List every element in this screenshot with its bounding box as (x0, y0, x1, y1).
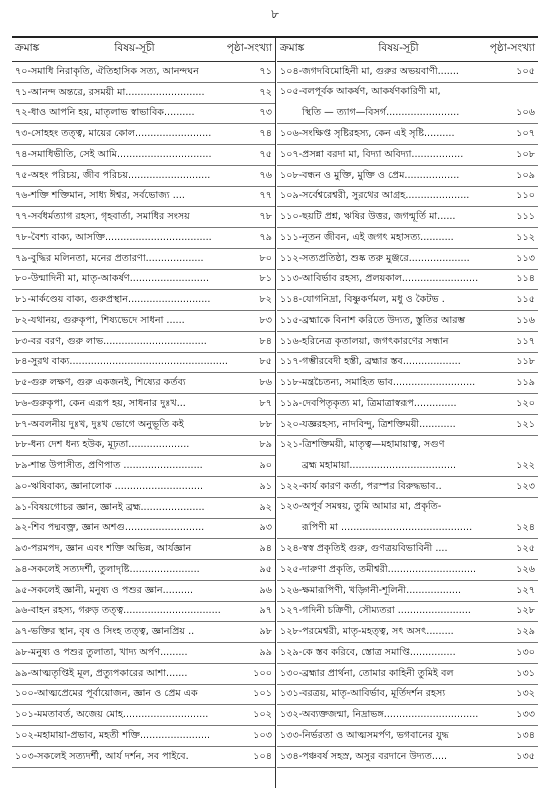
toc-entry (277, 311, 538, 332)
toc-entry (277, 62, 538, 83)
toc-entry (12, 145, 275, 166)
toc-entry (277, 290, 538, 311)
toc-entry (12, 539, 275, 560)
toc-entry (277, 353, 538, 374)
entry-title: ৮২-যথানয়, গুরুকৃপা, শিষ্যভেদে সাধনা ...... (15, 314, 185, 326)
entry-page-number: ১৩২ (516, 688, 535, 700)
toc-entry (12, 207, 275, 228)
toc-entry (12, 560, 275, 581)
toc-entry (12, 602, 275, 623)
entry-title-continuation: স্থিতি — ত্যাগ—বিসর্গ........................ (302, 107, 460, 119)
toc-entry (277, 747, 538, 768)
entry-page-number: ১০৩ (253, 729, 272, 741)
toc-entry (277, 249, 538, 270)
entry-page-number: ১২৭ (516, 584, 535, 596)
entry-page-number: ৭৬ (259, 169, 272, 181)
entry-title: ১১৬-হরিনেত্র কৃতালয়া, জগৎকারণের সন্ধান (280, 335, 449, 347)
toc-entry (12, 166, 275, 187)
entry-page-number: ১০৬ (516, 107, 535, 119)
entry-page-number: ৮৮ (259, 418, 272, 430)
entry-page-number: ৭১ (259, 65, 272, 77)
entry-title: ৯৮-মনুষ্য ও পশুর তুলাতা, খাদ্য অর্পণ......... (15, 646, 188, 658)
toc-entry (12, 456, 275, 477)
subject-header: বিষয়-সূচী (378, 42, 419, 54)
entry-title: ৯৫-সকলেই জ্ঞানী, মনুষ্য ও পশুর জ্ঞান.......... (15, 584, 194, 596)
entry-page-number: ১২১ (516, 418, 535, 430)
entry-page-number: ৮৯ (259, 439, 272, 451)
entry-title: ১২০-যজ্ঞরহস্য, নাদবিন্দু, ত্রিশক্তিময়ী............ (280, 418, 456, 430)
entry-page-number: ১০২ (253, 709, 272, 720)
entry-title: ১১৭-গম্ভীরবেদী হস্তী, ব্রহ্মার স্তব................... (280, 356, 461, 368)
toc-entry (12, 124, 275, 145)
entry-page-number: ৯৩ (259, 522, 272, 534)
left-entries (12, 62, 275, 768)
entry-page-number: ১০৪ (253, 750, 272, 762)
toc-entry (12, 394, 275, 415)
entry-title-line: ১০৫-বলপূর্বক আকর্ষণ, আকর্ষণকারিণী মা, (280, 85, 441, 97)
entry-title: ১১৮-মন্ত্রচৈতন্য, সমাহিত ভাব........................... (280, 377, 476, 388)
entry-title (280, 83, 499, 122)
entry-title: ১৩২-অব্যক্তজন্মা, নিদ্রাভঙ্গ............................... (280, 709, 479, 720)
entry-page-number: ৮২ (259, 294, 272, 305)
entry-title: ৭০-সমাধি নিরাকৃতি, ঐতিহাসিক সত্য, আনন্দঘন (15, 65, 199, 77)
entry-title: ১৩৪-পঞ্চবর্ষ সহস্র, অসুর বরদানে উদ্যত..... (280, 750, 448, 762)
entry-title: ১৩১-বরত্রয়, মাতৃ-আবির্ভাব, মূর্তিদর্শন রহস্য (280, 688, 446, 700)
entry-title: ৮১-মার্কণ্ডেয় বাক্য, গুরুপ্রস্থান........................... (15, 294, 211, 305)
entry-page-number: ১৩১ (516, 667, 535, 679)
entry-page-number: ১২৩ (516, 480, 535, 492)
entry-page-number: ১১২ (516, 231, 535, 243)
entry-page-number: ১০৯ (516, 169, 535, 181)
entry-title-line: ১২৩-অপূর্ব সমন্বয়, তুমি আমার মা, প্রকৃতি- (280, 500, 442, 512)
entry-title: ৭১-আনন্দ অন্তরে, রসময়ী মা.......................... (15, 86, 205, 98)
entry-title: ৭৭-সর্বধর্মত্যাগ রহস্য, গৃহবার্তা, সমাধির সংসয় (15, 211, 190, 222)
entry-title: ৯৯-আত্মতৃপ্তিই মূল, প্রত্যুপকারের আশা....... (15, 667, 188, 679)
entry-page-number: ৮৫ (259, 356, 272, 368)
toc-entry (277, 539, 538, 560)
entry-title: ৮৫-গুরু লক্ষণ, গুরু একজনই, শিষ্যের কর্তব্য (15, 377, 186, 388)
entry-title: ১২৬-ক্ষমারূপিণী, খড়্গিনী-শূলিনী.................. (280, 584, 462, 596)
entry-page-number: ৯৫ (259, 563, 272, 575)
toc-entry (277, 602, 538, 623)
left-column (12, 38, 275, 768)
entry-title: ৭৬-শক্তি শক্তিমান, সাধ্য ঈশ্বর, সর্বভোজ্য .... (15, 190, 185, 202)
entry-title: ১২৭-গদিনী চক্রিণী, সৌম্যতরা ........................ (280, 605, 471, 617)
entry-page-number: ৯২ (259, 501, 272, 513)
entry-title (280, 498, 499, 537)
entry-title: ৭৫-অহং পরিচয়, জীব পরিচয়........................... (15, 169, 211, 181)
entry-page-number: ৭৮ (259, 211, 272, 222)
toc-entry (12, 290, 275, 311)
entry-title: ১১০-ছয়টি প্রশ্ন, ঋষির উত্তর, জগন্মূর্তি মা...... (280, 211, 456, 222)
entry-page-number: ১২৫ (516, 543, 535, 554)
toc-entry (12, 353, 275, 374)
toc-entry (277, 394, 538, 415)
toc-entry (277, 373, 538, 394)
entry-title: ৯৭-ভক্তির স্থান, বৃষ ও সিংহ তত্ত্ব, জ্ঞানপ্রিয় .. (15, 626, 195, 637)
toc-entry (12, 622, 275, 643)
toc-entry (12, 581, 275, 602)
entry-title: ১১১-নূতন জীবন, এই জগৎ মহাসত্য........... (280, 231, 454, 243)
toc-entry (277, 83, 538, 125)
serial-header: ক্রমাঙ্ক (15, 42, 40, 54)
entry-title: ১০০-আত্মপ্রেমের পূর্বায়োজন, জ্ঞান ও প্রেম এক (15, 688, 198, 700)
toc-entry (12, 705, 275, 726)
contents-table (12, 36, 538, 788)
toc-entry (12, 249, 275, 270)
toc-entry (12, 498, 275, 519)
entry-page-number: ৭৭ (259, 190, 272, 202)
toc-entry (277, 560, 538, 581)
entry-page-number: ৯৭ (259, 605, 272, 617)
entry-page-number: ৯৪ (259, 543, 272, 554)
entry-page-number: ১১০ (516, 190, 535, 202)
entry-page-number: ৯৯ (259, 646, 272, 658)
toc-entry (12, 104, 275, 125)
toc-entry (12, 664, 275, 685)
page-number: ৮ (271, 7, 279, 21)
entry-page-number: ৭৪ (259, 128, 272, 139)
entry-title: ১০৯-সর্বেশ্বরেশ্বরী, সুরথের আগ্রহ..................... (280, 190, 470, 202)
entry-title: ৮০-উন্মাদিনী মা, মাতৃ-আকর্ষণ.......................... (15, 273, 210, 285)
toc-entry (277, 270, 538, 291)
toc-entry (277, 207, 538, 228)
entry-title: ১১৩-আবির্ভাব রহস্য, প্রলয়কাল......................... (280, 273, 479, 285)
entry-title: ১২৯-কে স্তব করিবে, স্তোত্র সমাপ্তি............... (280, 646, 456, 658)
entry-title: ১০৬-সংক্ষিপ্ত সৃষ্টিরহস্য, কেন এই সৃষ্টি.......... (280, 128, 455, 139)
entry-page-number: ৮৩ (259, 314, 272, 326)
entry-page-number: ৭৯ (259, 231, 272, 243)
entry-page-number: ১২২ (516, 460, 535, 471)
toc-entry (12, 187, 275, 208)
toc-entry (277, 622, 538, 643)
entry-title: ১২২-কার্য কারণ কর্তা, পরস্পর বিরুদ্ধভাব.. (280, 480, 442, 492)
right-entries (277, 62, 538, 768)
toc-entry (277, 124, 538, 145)
entry-page-number: ১১৮ (516, 356, 535, 368)
toc-entry (277, 332, 538, 353)
entry-title: ৭৮-বৈশ্য বাক্য, আসক্তি................................... (15, 231, 212, 243)
entry-title: ১১৫-ব্রহ্মাকে বিনাশ করিতে উদ্যত, স্তুতির আরম্ভ (280, 314, 466, 326)
entry-title: ১২৪-স্বস্ব প্রকৃতিই গুরু, গুণত্রয়বিভাবিনী .... (280, 543, 448, 554)
entry-page-number: ৮০ (259, 252, 272, 264)
toc-entry (12, 270, 275, 291)
toc-entry (12, 519, 275, 540)
entry-title: ৮৮-ধন্য দেশ ধন্য হউক, মূঢ়তা.................... (15, 439, 190, 451)
toc-entry (12, 643, 275, 664)
entry-page-number: ১৩০ (516, 646, 535, 658)
toc-entry (12, 436, 275, 457)
entry-title-line: ১২১-ত্রিশক্তিময়ী, মাতৃত্ব—মহামায়াত্ব, সগুণ (280, 438, 445, 450)
entry-title: ১০৩-সকলেই সত্যদর্শী, আর্য দর্শন, সব পাইবে. (15, 750, 189, 762)
entry-title: ১২৮-পরমেশ্বরী, মাতৃ-মহত্ত্ব, সৎ অসৎ......... (280, 626, 454, 637)
toc-entry (277, 477, 538, 498)
entry-title: ১২৫-দারুণা প্রকৃতি, তমীশ্বরী............................. (280, 563, 477, 575)
entry-title: ৮৩-বর বরণ, গুরু লাভ.................................. (15, 335, 207, 347)
entry-title-continuation: ব্রহ্ম মহামায়া................................... (302, 460, 457, 471)
toc-entry (277, 228, 538, 249)
entry-page-number: ৮৭ (259, 397, 272, 409)
entry-page-number: ১২৪ (516, 522, 535, 534)
entry-title: ১০২-মহামায়া-প্রভাব, মহতী শক্তি....................... (15, 729, 211, 741)
toc-entry (12, 747, 275, 768)
entry-title: ১৩০-ব্রহ্মার প্রার্থনা, তোমার কাহিনী তুমিই বল (280, 667, 454, 679)
entry-page-number: ৯১ (259, 480, 272, 492)
toc-entry (12, 726, 275, 747)
entry-title: ৭৪-সমাধিভীতি, সেই আমি............................... (15, 148, 212, 160)
entry-title: ৭৩-সোহহং তত্ত্ব, মায়ের কোল......................... (15, 128, 212, 139)
entry-title: ৮৯-শান্ত উপাসীত, প্রণিপাত .......................... (15, 460, 203, 471)
entry-page-number: ১১৭ (516, 335, 535, 347)
entry-page-number: ১০৭ (516, 128, 535, 139)
entry-title: ৯৪-সকলেই সত্যদর্শী, তুলাদৃষ্টি....................... (15, 563, 200, 575)
entry-page-number: ১৩৪ (516, 729, 535, 741)
entry-title: ৮৪-সুরথ বাক্য.................................................... (15, 356, 228, 368)
entry-page-number: ১১৪ (516, 273, 535, 285)
toc-entry (277, 436, 538, 478)
toc-entry (12, 685, 275, 706)
serial-header: ক্রমাঙ্ক (280, 42, 305, 54)
toc-entry (12, 311, 275, 332)
toc-entry (277, 726, 538, 747)
entry-page-number: ১২৯ (516, 626, 535, 637)
toc-entry (12, 228, 275, 249)
entry-page-number: ১০৫ (516, 65, 535, 77)
toc-entry (12, 62, 275, 83)
entry-page-number: ৮৬ (259, 377, 272, 388)
entry-title: ৯০-ঋষিবাক্য, জ্ঞানালোক ............................. (15, 480, 204, 492)
entry-title (280, 436, 499, 475)
entry-page-number: ১০১ (253, 688, 272, 700)
entry-page-number: ১২৬ (516, 563, 535, 575)
entry-page-number: ৮১ (259, 273, 272, 285)
entry-page-number: ১১৯ (516, 377, 535, 388)
entry-title: ১১৯-দেবপিতৃকৃত্য মা, ত্রিমাত্রাস্বরূপ.............. (280, 397, 457, 409)
toc-entry (12, 415, 275, 436)
toc-entry (277, 498, 538, 540)
toc-entry (277, 581, 538, 602)
column-divider (275, 38, 276, 788)
entry-title: ৭৯-বুদ্ধির মলিনতা, মনের প্রতারণা................... (15, 252, 204, 264)
page-header: পৃষ্ঠা-সংখ্যা (489, 42, 535, 54)
entry-title: ১৩৩-নির্ভরতা ও আত্মসমর্পণ, ভগবানের যুদ্ধ (280, 729, 449, 741)
toc-entry (277, 664, 538, 685)
entry-title: ৯২-শিব পদ্মবক্ত্র, জ্ঞান অশগু.......................... (15, 522, 205, 534)
right-column-header (277, 38, 538, 62)
entry-title: ১০৭-প্রসন্না বরদা মা, বিদ্যা অবিদ্যা................. (280, 148, 464, 160)
entry-title: ৯৩-পরমপদ, জ্ঞান এবং শক্তি অভিন্ন, আর্যজ্ঞান (15, 543, 192, 554)
page-header: পৃষ্ঠা-সংখ্যা (226, 42, 272, 54)
entry-title: ১০৮-বন্ধন ও মুক্তি, মুক্তি ও প্রেম.................. (280, 169, 460, 181)
entry-page-number: ১১৫ (516, 294, 535, 305)
entry-page-number: ৯৮ (259, 626, 272, 637)
entry-title: ১০১-মমতাবর্ত, অজেয় মোহ............................ (15, 709, 209, 720)
entry-page-number: ১১৩ (516, 252, 535, 264)
toc-entry (12, 373, 275, 394)
entry-title: ১০৪-জগদবিমোহিনী মা, গুরুর অভয়বাণী....... (280, 65, 459, 77)
entry-page-number: ১০০ (253, 667, 272, 679)
toc-entry (277, 166, 538, 187)
entry-page-number: ৭২ (259, 86, 272, 98)
entry-page-number: ৭৩ (259, 107, 272, 119)
toc-entry (277, 705, 538, 726)
entry-title: ৯১-বিষয়গোচর জ্ঞান, জ্ঞানই ব্রহ্ম..................... (15, 501, 205, 513)
entry-title: ৯৬-বাহন রহস্য, গরুড় তত্ত্ব................................ (15, 605, 221, 617)
toc-entry (12, 477, 275, 498)
entry-page-number: ১১১ (516, 211, 535, 222)
entry-page-number: ৮৪ (259, 335, 272, 347)
entry-title: ৮৭-অবলনীয় দুঃখ, দুঃখ ভোগে অনুভূতি কই (15, 418, 184, 430)
toc-entry (277, 187, 538, 208)
toc-entry (277, 415, 538, 436)
right-column (277, 38, 538, 768)
entry-page-number: ১১৬ (516, 314, 535, 326)
entry-page-number: ৭৫ (259, 148, 272, 160)
entry-page-number: ১০৮ (516, 148, 535, 160)
entry-page-number: ১২০ (516, 397, 535, 409)
entry-page-number: ১৩৩ (516, 709, 535, 720)
entry-page-number: ৯৬ (259, 584, 272, 596)
subject-header: বিষয়-সূচী (114, 42, 155, 54)
entry-page-number: ১৩৫ (516, 750, 535, 762)
toc-entry (12, 83, 275, 104)
toc-entry (277, 145, 538, 166)
entry-title: ৭২-ধাও আপনি হয়, মাতৃলাভ স্বাভাবিক.......... (15, 107, 195, 119)
toc-entry (277, 643, 538, 664)
entry-title-continuation: রূপিণী মা ........................................... (302, 522, 473, 534)
entry-title: ১১২-সত্যপ্রতিষ্ঠা, শুষ্ক তরু মুঞ্জরে.................... (280, 252, 470, 264)
toc-entry (277, 685, 538, 706)
entry-title: ৮৬-গুরুকৃপা, কেন এরূপ হয়, সাধনার দুঃখ... (15, 397, 186, 409)
entry-page-number: ১২৮ (516, 605, 535, 617)
toc-entry (12, 332, 275, 353)
entry-title: ১১৪-যোগনিদ্রা, বিষ্ণুকর্ণমল, মধু ও কৈটভ . (280, 294, 445, 305)
entry-page-number: ৯০ (259, 460, 272, 471)
left-column-header (12, 38, 275, 62)
